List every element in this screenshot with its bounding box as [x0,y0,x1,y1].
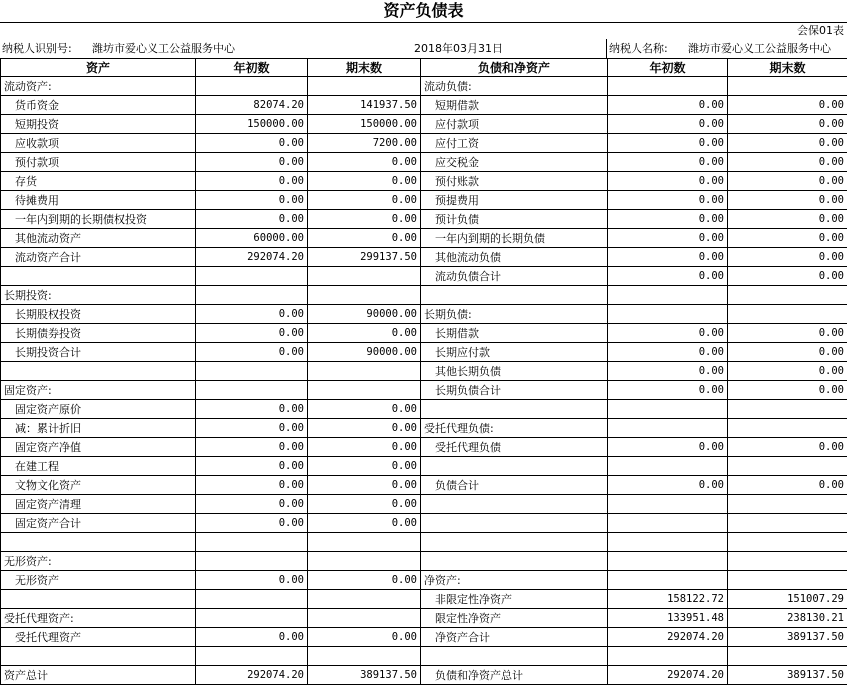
asset-begin [196,590,308,609]
liability-item [421,552,608,571]
asset-begin: 60000.00 [196,229,308,248]
asset-end [308,533,421,552]
liability-item: 应交税金 [421,153,608,172]
asset-end [308,647,421,666]
liability-item: 预付账款 [421,172,608,191]
asset-end [308,77,421,96]
table-row [1,666,847,685]
asset-item: 短期投资 [1,115,196,134]
asset-begin: 82074.20 [196,96,308,115]
table-row [1,134,847,153]
liability-end [728,514,847,533]
asset-item [1,533,196,552]
table-row [1,438,847,457]
liability-item [421,400,608,419]
table-row [1,533,847,552]
asset-begin [196,647,308,666]
asset-item: 存货 [1,172,196,191]
liability-end: 389137.50 [728,666,847,685]
asset-begin: 0.00 [196,476,308,495]
table-row [1,191,847,210]
asset-end: 0.00 [308,153,421,172]
header-assets: 资产 [1,59,196,77]
table-row [1,552,847,571]
liability-begin [608,647,728,666]
liability-end [728,77,847,96]
taxpayer-id-label: 纳税人识别号: [2,42,72,55]
asset-item: 无形资产 [1,571,196,590]
asset-begin [196,77,308,96]
asset-end [308,609,421,628]
asset-item: 固定资产清理 [1,495,196,514]
table-row [1,381,847,400]
table-row [1,590,847,609]
asset-begin: 292074.20 [196,248,308,267]
liability-end: 0.00 [728,96,847,115]
table-row [1,210,847,229]
liability-end: 0.00 [728,229,847,248]
liability-end [728,419,847,438]
liability-item: 应付工资 [421,134,608,153]
asset-item: 在建工程 [1,457,196,476]
table-row [1,400,847,419]
liability-end: 0.00 [728,381,847,400]
table-row [1,286,847,305]
liability-begin: 0.00 [608,381,728,400]
liability-begin [608,495,728,514]
asset-end: 0.00 [308,172,421,191]
liability-begin: 292074.20 [608,628,728,647]
asset-begin: 0.00 [196,495,308,514]
liability-item: 流动负债合计 [421,267,608,286]
liability-item: 受托代理负债: [421,419,608,438]
asset-item: 受托代理资产 [1,628,196,647]
liability-begin [608,457,728,476]
asset-item: 无形资产: [1,552,196,571]
asset-end: 141937.50 [308,96,421,115]
liability-item [421,457,608,476]
table-row [1,495,847,514]
liability-end [728,552,847,571]
table-row [1,267,847,286]
liability-begin: 0.00 [608,96,728,115]
liability-begin: 0.00 [608,362,728,381]
asset-end: 0.00 [308,628,421,647]
liability-end: 0.00 [728,362,847,381]
liability-begin: 0.00 [608,248,728,267]
asset-begin: 0.00 [196,419,308,438]
asset-item: 长期投资: [1,286,196,305]
asset-end: 0.00 [308,400,421,419]
asset-item [1,647,196,666]
liability-end: 0.00 [728,191,847,210]
liability-end [728,533,847,552]
liability-item: 负债合计 [421,476,608,495]
liability-end: 0.00 [728,210,847,229]
liability-item: 长期借款 [421,324,608,343]
liability-end [728,400,847,419]
liability-end [728,286,847,305]
liability-end: 389137.50 [728,628,847,647]
table-row [1,153,847,172]
liability-end: 0.00 [728,248,847,267]
liability-begin [608,419,728,438]
asset-item: 固定资产原价 [1,400,196,419]
liability-item: 非限定性净资产 [421,590,608,609]
liability-begin: 0.00 [608,210,728,229]
liability-begin: 0.00 [608,134,728,153]
liability-end [728,495,847,514]
asset-begin: 0.00 [196,514,308,533]
liability-end: 0.00 [728,153,847,172]
liability-item: 净资产合计 [421,628,608,647]
asset-begin: 0.00 [196,172,308,191]
asset-item [1,362,196,381]
asset-item: 其他流动资产 [1,229,196,248]
liability-begin [608,400,728,419]
asset-end: 0.00 [308,210,421,229]
liability-begin: 0.00 [608,343,728,362]
liability-begin [608,514,728,533]
liability-item [421,647,608,666]
asset-end [308,362,421,381]
header-assets-end: 期末数 [308,59,421,77]
asset-end: 0.00 [308,571,421,590]
liability-begin: 133951.48 [608,609,728,628]
taxpayer-id-value: 潍坊市爱心义工公益服务中心 [92,42,235,55]
table-row [1,647,847,666]
asset-begin: 292074.20 [196,666,308,685]
liability-end [728,571,847,590]
liability-begin [608,552,728,571]
table-row [1,609,847,628]
table-row [1,419,847,438]
asset-end: 299137.50 [308,248,421,267]
liability-item: 短期借款 [421,96,608,115]
table-row [1,457,847,476]
liability-begin: 0.00 [608,229,728,248]
liability-begin: 0.00 [608,115,728,134]
asset-end [308,552,421,571]
asset-end [308,267,421,286]
liability-begin: 0.00 [608,438,728,457]
header-liabilities-begin: 年初数 [608,59,728,77]
asset-end: 0.00 [308,191,421,210]
asset-end: 0.00 [308,495,421,514]
liability-begin: 0.00 [608,172,728,191]
asset-item: 文物文化资产 [1,476,196,495]
liability-item [421,286,608,305]
liability-end: 0.00 [728,324,847,343]
liability-item: 其他长期负债 [421,362,608,381]
asset-begin: 150000.00 [196,115,308,134]
table-row [1,476,847,495]
asset-end: 0.00 [308,514,421,533]
taxpayer-name-value: 潍坊市爱心义工公益服务中心 [688,42,831,55]
asset-begin: 0.00 [196,191,308,210]
liability-item: 预提费用 [421,191,608,210]
asset-begin [196,552,308,571]
asset-begin [196,286,308,305]
liability-item: 一年内到期的长期负债 [421,229,608,248]
asset-begin: 0.00 [196,457,308,476]
liability-end: 0.00 [728,134,847,153]
liability-begin: 292074.20 [608,666,728,685]
table-row [1,305,847,324]
asset-end: 0.00 [308,438,421,457]
asset-begin: 0.00 [196,210,308,229]
asset-end: 7200.00 [308,134,421,153]
table-row [1,96,847,115]
asset-item [1,590,196,609]
asset-begin: 0.00 [196,628,308,647]
liability-begin: 0.00 [608,191,728,210]
balance-table [0,58,847,685]
liability-item: 长期负债: [421,305,608,324]
asset-begin: 0.00 [196,571,308,590]
asset-begin: 0.00 [196,134,308,153]
liability-item: 长期应付款 [421,343,608,362]
header-liabilities-end: 期末数 [728,59,847,77]
asset-item: 待摊费用 [1,191,196,210]
asset-item: 长期股权投资 [1,305,196,324]
asset-end: 0.00 [308,324,421,343]
table-row [1,362,847,381]
asset-begin: 0.00 [196,438,308,457]
asset-item: 长期投资合计 [1,343,196,362]
liability-end: 151007.29 [728,590,847,609]
asset-begin [196,381,308,400]
liability-end: 238130.21 [728,609,847,628]
report-date: 2018年03月31日 [414,42,503,55]
asset-item: 固定资产合计 [1,514,196,533]
liability-end: 0.00 [728,267,847,286]
asset-item [1,267,196,286]
liability-begin: 0.00 [608,476,728,495]
liability-begin [608,77,728,96]
table-row [1,77,847,96]
liability-item: 长期负债合计 [421,381,608,400]
liability-begin: 0.00 [608,324,728,343]
asset-item: 减：累计折旧 [1,419,196,438]
info-divider [606,39,607,58]
asset-end [308,286,421,305]
liability-end: 0.00 [728,343,847,362]
asset-item: 流动资产: [1,77,196,96]
asset-item: 应收款项 [1,134,196,153]
asset-item: 固定资产净值 [1,438,196,457]
liability-end [728,305,847,324]
liability-item [421,514,608,533]
asset-item: 长期债券投资 [1,324,196,343]
liability-item: 负债和净资产总计 [421,666,608,685]
asset-begin: 0.00 [196,153,308,172]
liability-begin: 158122.72 [608,590,728,609]
header-liabilities: 负债和净资产 [421,59,608,77]
asset-item: 固定资产: [1,381,196,400]
asset-begin [196,267,308,286]
header-assets-begin: 年初数 [196,59,308,77]
report-title: 资产负债表 [0,0,847,23]
asset-item: 受托代理资产: [1,609,196,628]
asset-end: 90000.00 [308,305,421,324]
table-row [1,343,847,362]
asset-end: 0.00 [308,419,421,438]
asset-begin [196,362,308,381]
asset-end [308,590,421,609]
header-row [1,59,847,77]
asset-end: 0.00 [308,229,421,248]
liability-end [728,647,847,666]
asset-item: 货币资金 [1,96,196,115]
form-number: 会保01表 [797,24,844,37]
asset-begin: 0.00 [196,400,308,419]
liability-item: 净资产: [421,571,608,590]
liability-item: 其他流动负债 [421,248,608,267]
table-row [1,248,847,267]
liability-item: 预计负债 [421,210,608,229]
table-row [1,628,847,647]
taxpayer-name-label: 纳税人名称: [609,42,668,55]
asset-item: 预付款项 [1,153,196,172]
table-row [1,514,847,533]
liability-begin [608,305,728,324]
liability-item: 应付款项 [421,115,608,134]
asset-end: 0.00 [308,476,421,495]
liability-end: 0.00 [728,172,847,191]
liability-end: 0.00 [728,476,847,495]
asset-end [308,381,421,400]
liability-begin: 0.00 [608,153,728,172]
asset-item: 资产总计 [1,666,196,685]
asset-begin [196,609,308,628]
liability-item [421,533,608,552]
liability-end [728,457,847,476]
table-row [1,324,847,343]
asset-item: 一年内到期的长期债权投资 [1,210,196,229]
liability-end: 0.00 [728,438,847,457]
liability-begin [608,533,728,552]
liability-end: 0.00 [728,115,847,134]
asset-begin [196,533,308,552]
asset-begin: 0.00 [196,343,308,362]
asset-begin: 0.00 [196,305,308,324]
table-row [1,229,847,248]
asset-item: 流动资产合计 [1,248,196,267]
asset-end: 150000.00 [308,115,421,134]
liability-item: 流动负债: [421,77,608,96]
table-row [1,172,847,191]
asset-end: 389137.50 [308,666,421,685]
asset-end: 0.00 [308,457,421,476]
asset-begin: 0.00 [196,324,308,343]
liability-item: 受托代理负债 [421,438,608,457]
table-row [1,571,847,590]
liability-begin [608,571,728,590]
liability-item [421,495,608,514]
liability-begin [608,286,728,305]
liability-begin: 0.00 [608,267,728,286]
table-body [1,77,847,685]
liability-item: 限定性净资产 [421,609,608,628]
table-row [1,115,847,134]
asset-end: 90000.00 [308,343,421,362]
